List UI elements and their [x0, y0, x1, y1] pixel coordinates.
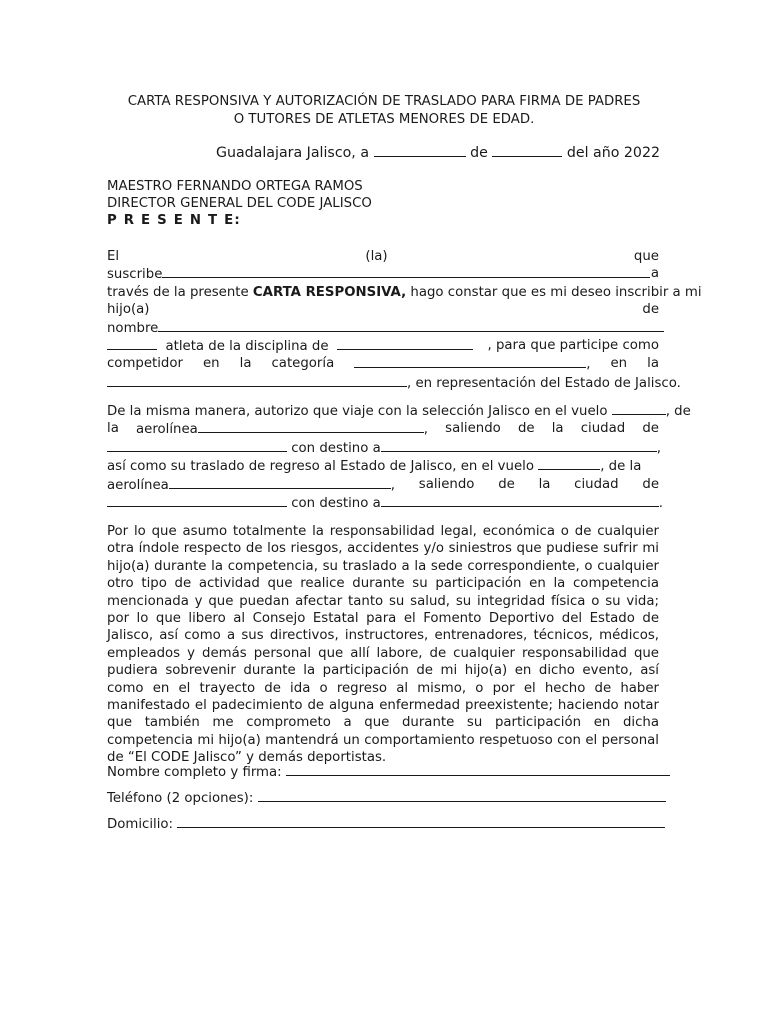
word-de-s2d: de [642, 476, 659, 492]
signature-phone-row [107, 789, 667, 807]
word-en: en [203, 356, 220, 372]
flight-return-blank[interactable] [538, 457, 600, 470]
word-de-s2c: de [498, 476, 515, 492]
destination-blank[interactable] [381, 439, 657, 452]
text-carta-responsiva: CARTA RESPONSIVA, [252, 284, 407, 300]
text-hago-constar: hago constar que es mi deseo inscribir a mi [410, 284, 702, 300]
title-line-2: O TUTORES DE ATLETAS MENORES DE EDAD. [233, 111, 535, 127]
text-con-destino: con destino a [291, 440, 381, 456]
word-nombre: nombre [107, 320, 159, 336]
word-a: a [650, 266, 659, 282]
parent-name-blank[interactable] [162, 265, 650, 278]
date-place: Guadalajara Jalisco, a [215, 145, 370, 161]
addressee-name: MAESTRO FERNANDO ORTEGA RAMOS [107, 179, 363, 194]
word-ciudad-2: ciudad [574, 476, 619, 492]
section-traslado: De la misma manera, autorizo que viaje con la selección Jalisco en el vuelo , de la aerolínea , saliendo de la ciudad de con destino a , así como su traslado de regreso al Estado de Jalisco, en el vuelo , de la aerolínea , saliendo de la ciudad de con destino a . [107, 404, 691, 512]
date-de: de [470, 145, 488, 161]
title-line-1: CARTA RESPONSIVA Y AUTORIZACIÓN DE TRASLADO PARA FIRMA DE PADRES [127, 94, 641, 109]
name-signature-field[interactable] [286, 763, 670, 776]
word-de: de [642, 302, 659, 318]
word-la-s2c: la [538, 476, 551, 492]
word-aerolinea-2: aerolínea [107, 477, 169, 493]
word-saliendo: saliendo [445, 421, 501, 437]
text-con-destino-2: con destino a [291, 496, 381, 512]
text-de-end: , de [665, 404, 691, 419]
origin-city-return-blank[interactable] [107, 494, 287, 507]
discipline-blank[interactable] [337, 337, 473, 350]
category-continued-blank[interactable] [107, 374, 407, 387]
athlete-blank[interactable] [107, 337, 157, 350]
word-en-2: en [610, 356, 628, 372]
word-la-s2a: la [551, 421, 564, 437]
addressee [107, 178, 663, 229]
signature-address-row [107, 815, 667, 833]
word-suscribe: suscribe [107, 267, 163, 283]
airline-out-blank[interactable] [198, 420, 424, 433]
airline-return-blank[interactable] [169, 476, 391, 489]
text-atleta: atleta de la disciplina de [165, 339, 329, 355]
addressee-position: DIRECTOR GENERAL DEL CODE JALISCO [107, 196, 372, 211]
presente: P R E S E N T E: [107, 213, 241, 228]
month-blank[interactable] [492, 144, 562, 157]
phone-label: Teléfono (2 opciones): [107, 791, 254, 806]
category-blank[interactable] [354, 355, 586, 368]
word-el: El [107, 249, 120, 264]
liability-paragraph: Por lo que asumo totalmente la responsabilidad legal, económica o de cualquier otra índole respecto de los riesgos, accidentes y/o siniestros que pudiese sufrir mi hijo(a) durante la competencia, su traslado a la sede correspondiente, o cualquier otro tipo de actividad que realice durante su participación en la competencia mencionada y que puedan afectar tanto su salud, su integridad física o su vida; por lo que libero al Consejo Estatal para el Fomento Deportivo del Estado de Jalisco, así como a sus directivos, instructores, entrenadores, técnicos, médicos, empleados y demás personal que allí labore, de cualquier responsabilidad que pudiera sobrevenir durante la participación de mi hijo(a) en dicho evento, así como en el trayecto de ida o regreso al mismo, o por el hecho de haber manifestado el padecimiento de alguna enfermedad preexistente; haciendo notar que también me comprometo a que durante su participación en dicha competencia mi hijo(a) mantendrá un comportamiento respetuoso con el personal de “El CODE Jalisco” y demás deportistas. [107, 524, 659, 766]
word-competidor: competidor [107, 356, 183, 372]
text-misma-manera: De la misma manera, autorizo que viaje con la selección Jalisco en el vuelo [107, 404, 608, 419]
word-hijo: hijo(a) [107, 302, 150, 318]
period-destino: . [658, 496, 663, 512]
child-name-blank[interactable] [158, 319, 664, 332]
word-de-s2b: de [642, 421, 659, 437]
comma-destino: , [656, 440, 661, 456]
name-signature-label: Nombre completo y firma: [107, 765, 282, 780]
word-la-s2: la [107, 421, 119, 437]
comma-en: , [586, 357, 591, 373]
destination-return-blank[interactable] [381, 494, 659, 507]
word-aerolinea: aerolínea [135, 422, 198, 438]
phone-field[interactable] [258, 789, 666, 802]
signature-name-row [107, 763, 667, 781]
section-responsiva [107, 248, 702, 392]
word-que: que [633, 249, 659, 264]
word-la-2: la [239, 356, 252, 372]
address-field[interactable] [177, 815, 665, 828]
day-blank[interactable] [374, 144, 466, 157]
text-participe: , para que participe como [487, 338, 659, 354]
document-title [104, 93, 664, 128]
word-la-3: la [647, 356, 659, 372]
flight-out-blank[interactable] [612, 402, 666, 415]
text-representacion: , en representación del Estado de Jalisco. [407, 375, 681, 391]
word-de-s2a: de [517, 421, 535, 437]
text-de-la: , de la [600, 459, 642, 475]
word-saliendo-2: saliendo [418, 476, 475, 492]
origin-city-blank[interactable] [107, 439, 287, 452]
address-label: Domicilio: [107, 817, 174, 832]
word-la: (la) [365, 249, 388, 264]
date-line [104, 144, 660, 162]
word-categoria: categoría [271, 356, 335, 372]
text-traves: través de la presente [107, 284, 249, 300]
date-year: del año 2022 [566, 145, 660, 161]
text-regreso: así como su traslado de regreso al Estado de Jalisco, en el vuelo [107, 459, 534, 475]
word-ciudad: ciudad [580, 421, 626, 437]
